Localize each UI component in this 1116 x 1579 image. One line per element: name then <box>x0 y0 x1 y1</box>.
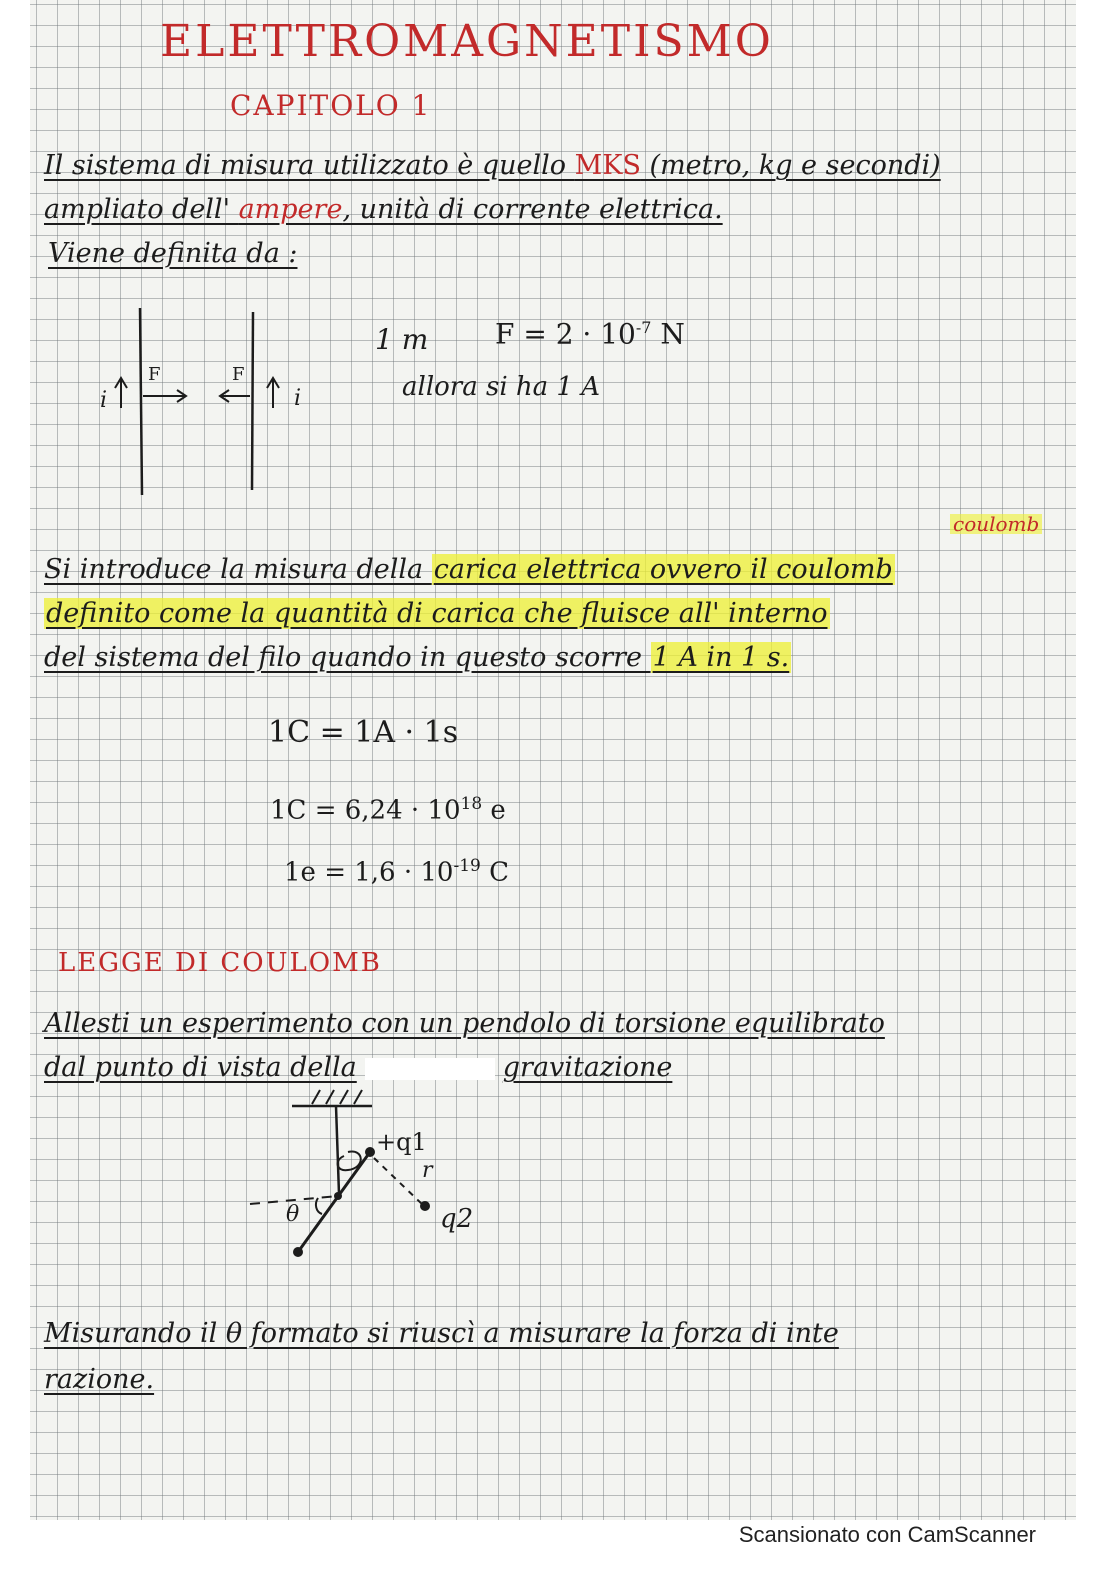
coulomb-line-3-pre: del sistema del filo quando in questo scorre <box>44 642 651 673</box>
charge-definition-highlight: carica elettrica ovvero il coulomb <box>433 554 893 585</box>
conclusion-line-2: razione. <box>44 1364 155 1395</box>
current-label-right: i <box>294 386 302 411</box>
coulomb-line-1-pre: Si introduce la misura della <box>44 554 432 585</box>
intro-line-1 <box>44 152 941 179</box>
intro-line-1-pre: Il sistema di misura utilizzato è quello <box>44 150 575 181</box>
coulomb-line-2 <box>44 600 830 627</box>
coulomb-law-line-2-pre: dal punto di vista della <box>44 1052 357 1083</box>
charge-q1-label: +q1 <box>376 1128 427 1156</box>
force-label-right: F <box>232 364 245 385</box>
mks-unit: MKS <box>574 150 641 181</box>
coulomb-margin-note: coulomb <box>950 514 1042 534</box>
torsion-pendulum-diagram <box>240 1080 500 1270</box>
force-formula-base: F = 2 · 10 <box>495 317 636 351</box>
coulomb-law-line-1: Allesti un esperimento con un pendolo di torsione equilibrato <box>44 1008 885 1039</box>
notebook-page <box>30 0 1076 1520</box>
coulomb-line-1 <box>44 556 895 583</box>
distance-dashed-line <box>374 1158 424 1206</box>
force-formula-unit: N <box>651 317 685 351</box>
pendulum-bar <box>298 1152 370 1252</box>
ceiling-hatch <box>312 1090 362 1104</box>
ampere-term: ampere <box>238 194 343 225</box>
charge-q1-dot <box>365 1147 375 1157</box>
force-formula <box>495 317 685 351</box>
coulomb-line-3 <box>44 644 791 671</box>
charge-q2-dot <box>420 1201 430 1211</box>
angle-arc <box>316 1198 322 1214</box>
torsion-fiber <box>336 1106 339 1194</box>
intro-line-2-pre: ampliato dell' <box>44 194 239 225</box>
ampere-result: allora si ha 1 A <box>402 372 600 402</box>
camscanner-footer: Scansionato con CamScanner <box>738 1522 1036 1547</box>
equation-3 <box>284 858 509 886</box>
coulomb-law-line-2 <box>44 1054 672 1081</box>
coulomb-law-line-2-post: gravitazione <box>502 1052 673 1083</box>
bar-end-dot <box>293 1247 303 1257</box>
chapter-heading: CAPITOLO 1 <box>230 89 432 122</box>
angle-label: θ <box>286 1202 300 1227</box>
force-label-left: F <box>148 364 161 385</box>
distance-label: r <box>422 1158 433 1183</box>
equation-2-base: 1C = 6,24 · 10 <box>270 795 461 826</box>
equation-3-base: 1e = 1,6 · 10 <box>284 857 454 888</box>
equation-1: 1C = 1A · 1s <box>268 715 459 750</box>
parallel-wires-diagram <box>85 300 345 500</box>
wire-left <box>140 308 142 495</box>
conclusion-line-1: Misurando il θ formato si riuscì a misurare la forza di inte <box>44 1318 839 1349</box>
coulomb-line-3-highlight: 1 A in 1 s. <box>652 642 790 673</box>
equation-2-exp: 18 <box>460 794 483 814</box>
equation-3-post: C <box>480 857 510 888</box>
intro-line-1-post: (metro, kg e secondi) <box>640 150 941 181</box>
intro-line-2-post: , unità di corrente elettrica. <box>342 194 723 225</box>
intro-line-2 <box>44 196 723 223</box>
section-heading-coulomb: LEGGE DI COULOMB <box>58 948 382 978</box>
equation-2 <box>270 796 506 824</box>
intro-line-3: Viene definita da : <box>48 238 298 269</box>
equation-3-exp: -19 <box>453 856 481 876</box>
wire-right <box>252 312 253 490</box>
coulomb-line-2-text: definito come la quantità di carica che fluisce all' interno <box>46 598 828 629</box>
erased-word <box>365 1058 495 1080</box>
wire-distance: 1 m <box>375 323 429 356</box>
equation-2-post: e <box>482 795 506 826</box>
force-formula-exp: -7 <box>635 318 652 337</box>
current-label-left: i <box>100 388 108 413</box>
charge-q2-label: q2 <box>440 1204 474 1234</box>
page-title: ELETTROMAGNETISMO <box>160 16 774 67</box>
